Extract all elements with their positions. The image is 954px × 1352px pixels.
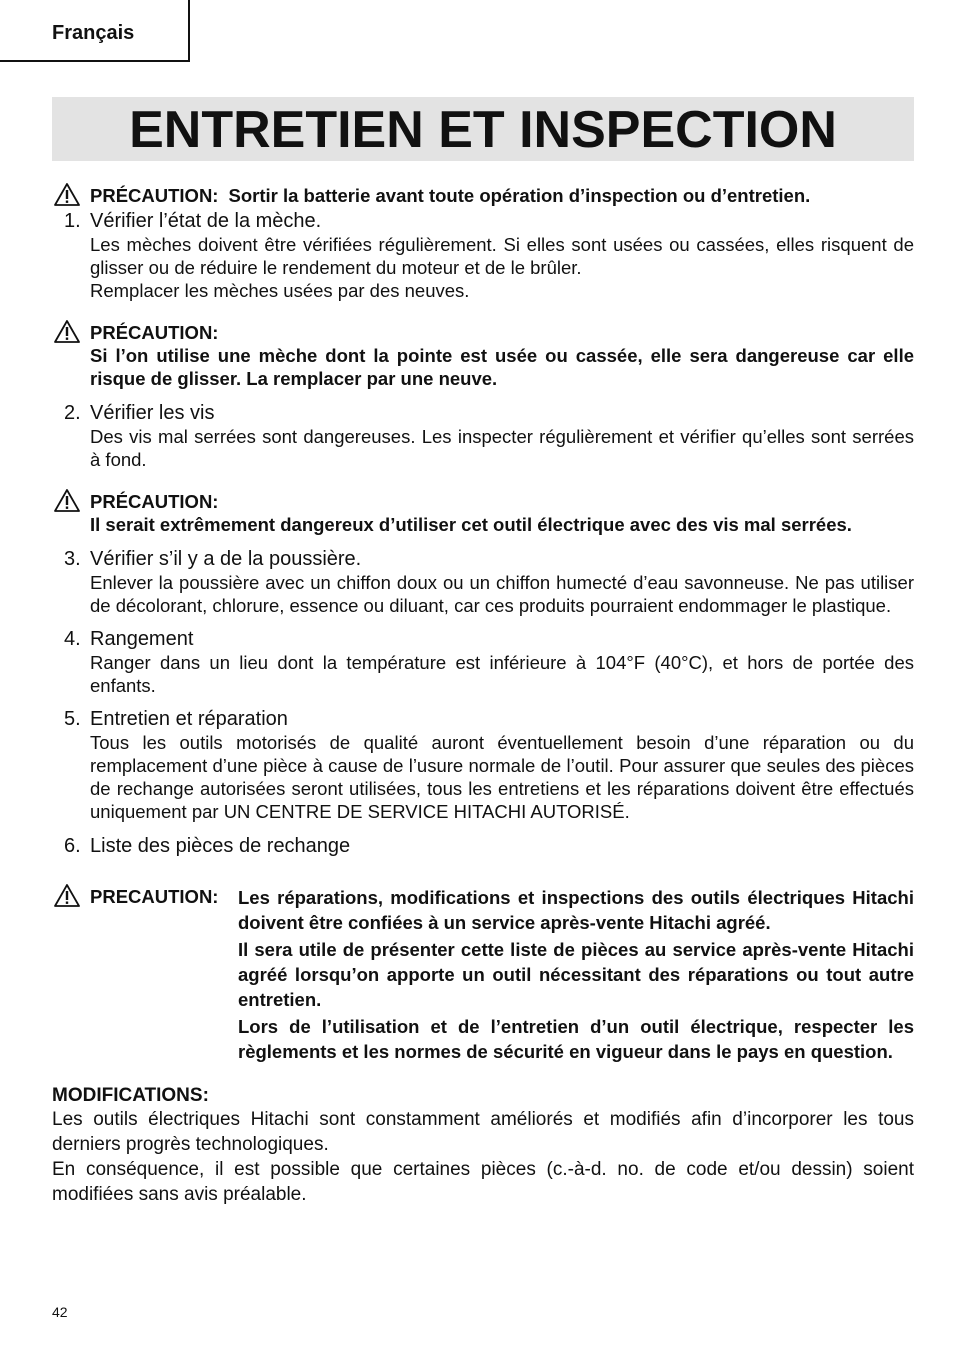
caution-text: Sortir la batterie avant toute opération d’inspection ou d’entretien. [228, 185, 811, 206]
caution-parts [52, 885, 914, 1066]
caution-label: PRÉCAUTION: [90, 322, 219, 343]
item-paragraph: Tous les outils motorisés de qualité auront éventuellement besoin d’une réparation ou du remplacement d’une pièce à cause de l’usure normale de l’outil. Pour assurer que seules des pièces de rechange autorisées seront utilisées, tous les entretiens et les réparations doivent être effectués uniquement par UN CENTRE DE SERVICE HITACHI AUTORISÉ. [90, 732, 914, 822]
caution-label: PRÉCAUTION: [90, 185, 219, 206]
list-item [52, 547, 914, 617]
language-tab [0, 0, 190, 62]
page-number: 42 [52, 1304, 68, 1320]
title-band [52, 97, 914, 161]
item-heading: Vérifier s’il y a de la poussière. [90, 548, 362, 570]
warning-triangle-icon [54, 320, 80, 343]
language-label: Français [52, 22, 135, 44]
caution-battery [52, 184, 914, 207]
caution-text: Si l’on utilise une mèche dont la pointe est usée ou cassée, elle sera dangereuse car elle risque de glisser. La remplacer par une neuve. [90, 345, 914, 389]
list-item [52, 707, 914, 823]
caution-paragraphs [238, 885, 914, 1066]
warning-triangle-icon [54, 489, 80, 512]
item-description [90, 731, 914, 823]
caution-screws [52, 490, 914, 536]
caution-paragraph: Les réparations, modifications et inspections des outils électriques Hitachi doivent être confiées à un service après-vente Hitachi agréé. [238, 887, 914, 933]
caution-bit [52, 321, 914, 390]
page-title: ENTRETIEN ET INSPECTION [129, 101, 837, 159]
caution-paragraph: Il sera utile de présenter cette liste de pièces au service après-vente Hitachi agréé lorsqu’on apporte un outil nécessitant des réparations ou tout autre entretien. [238, 939, 914, 1010]
caution-paragraph: Lors de l’utilisation et de l’entretien d’un outil électrique, respecter les règlements et les normes de sécurité en vigueur dans le pays en question. [238, 1016, 914, 1062]
item-description [90, 425, 914, 471]
list-item [52, 627, 914, 697]
warning-triangle-icon [54, 884, 80, 907]
list-item [52, 834, 914, 858]
item-heading: Rangement [90, 628, 194, 650]
item-number: 2. [64, 402, 81, 424]
warning-triangle-icon [54, 183, 80, 206]
item-number: 6. [64, 835, 81, 857]
caution-label: PRÉCAUTION: [90, 491, 219, 512]
item-number: 5. [64, 708, 81, 730]
item-number: 3. [64, 548, 81, 570]
main-content [52, 184, 914, 1207]
item-heading: Vérifier les vis [90, 402, 215, 424]
modifications-title: MODIFICATIONS: [52, 1085, 209, 1106]
list-item [52, 401, 914, 471]
item-paragraph: Enlever la poussière avec un chiffon doux ou un chiffon humecté d’eau savonneuse. Ne pas utiliser de décolorant, chlorure, essence ou diluant, car ces produits pourraient endommager le plastique. [90, 572, 914, 616]
item-heading: Vérifier l’état de la mèche. [90, 210, 322, 232]
caution-label: PRECAUTION: [90, 886, 219, 907]
item-paragraph: Ranger dans un lieu dont la température est inférieure à 104°F (40°C), et hors de portée des enfants. [90, 652, 914, 696]
item-description [90, 571, 914, 617]
item-number: 1. [64, 210, 81, 232]
item-paragraph: Remplacer les mèches usées par des neuves. [90, 280, 470, 301]
item-description [90, 233, 914, 302]
list-item [52, 209, 914, 302]
item-description [90, 651, 914, 697]
modifications-paragraph: Les outils électriques Hitachi sont constamment améliorés et modifiés afin d’incorporer les tous derniers progrès technologiques. [52, 1109, 914, 1155]
item-paragraph: Des vis mal serrées sont dangereuses. Les inspecter régulièrement et vérifier qu’elles sont serrées à fond. [90, 426, 914, 470]
item-heading: Entretien et réparation [90, 708, 288, 730]
caution-text: Il serait extrêmement dangereux d’utiliser cet outil électrique avec des vis mal serrées. [90, 514, 852, 535]
item-heading: Liste des pièces de rechange [90, 835, 351, 857]
modifications-paragraph: En conséquence, il est possible que certaines pièces (c.-à-d. no. de code et/ou dessin) soient modifiées sans avis préalable. [52, 1159, 914, 1205]
item-number: 4. [64, 628, 81, 650]
item-paragraph: Les mèches doivent être vérifiées régulièrement. Si elles sont usées ou cassées, elles risquent de glisser ou de réduire le rendement du moteur et de le brûler. [90, 234, 914, 278]
modifications-section [52, 1084, 914, 1207]
